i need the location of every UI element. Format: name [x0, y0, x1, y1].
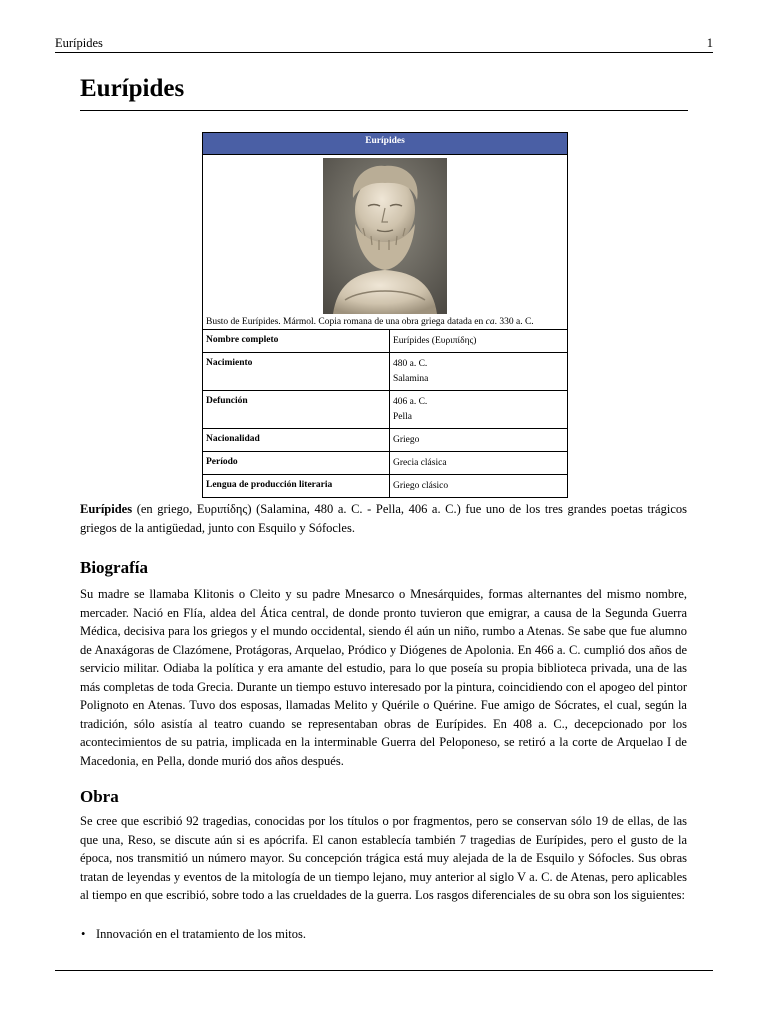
- value-line: Salamina: [393, 374, 429, 384]
- infobox-row-language: [203, 474, 567, 497]
- infobox-value: [390, 391, 567, 428]
- value-line: Griego: [393, 435, 420, 445]
- infobox-label: Defunción: [203, 391, 390, 428]
- value-line: 406 a. C.: [393, 397, 428, 407]
- caption-abbreviation: ca: [485, 317, 495, 327]
- infobox-value: [390, 330, 567, 352]
- running-title: Eurípides: [55, 36, 103, 50]
- intro-bold-name: Eurípides: [80, 502, 133, 516]
- infobox-row-death: [203, 390, 567, 428]
- infobox-row-full-name: [203, 329, 567, 352]
- infobox-label: Nacionalidad: [203, 429, 390, 451]
- page-number: 1: [706, 36, 713, 50]
- biografia-paragraph: Su madre se llamaba Klitonis o Cleito y su padre Mnesarco o Mnesárquides, formas alternantes del mismo nombre, mercader. Nació en Flía, aldea del Ática central, de donde pronto tuvieron que emigrar, a causa de la Segunda Guerra Médica, decisiva para los griegos y el mundo occidental, siendo él aún un niño, rumbo a Atenas. Se sabe que fue alumno de Anaxágoras de Clazómene, Protágoras, Arquelao, Pródico y Diógenes de Apolonia. En 466 a. C. cumplió dos años de servicio militar. Odiaba la política y era amante del estudio, para lo que poseía su propia biblioteca privada, una de las más completas de toda Grecia. Durante un tiempo estuvo interesado por la pintura, coincidiendo con el apogeo del pintor Polignoto en Atenas. Tuvo dos esposas, llamadas Melito y Quérile o Quérine. Fue amigo de Sócrates, el cual, según la tradición, sólo asistía al teatro cuando se representaban obras de Eurípides. En 408 a. C., decepcionado por los acontecimientos de su patria, implicada en la interminable Guerra del Peloponeso, se retiró a la corte de Arquelao I de Macedonia, en Pella, donde murió dos años después.: [80, 587, 687, 768]
- running-header: [55, 36, 713, 53]
- infobox-value: [390, 475, 567, 497]
- obra-bullet-list: [80, 925, 687, 944]
- value-line: Pella: [393, 412, 412, 422]
- image-caption: [203, 313, 567, 329]
- value-line: Grecia clásica: [393, 458, 447, 468]
- value-line: 480 a. C.: [393, 359, 428, 369]
- bust-image: [323, 158, 447, 314]
- infobox-row-nationality: [203, 428, 567, 451]
- infobox-value: [390, 452, 567, 474]
- infobox: [202, 132, 568, 498]
- infobox-row-birth: [203, 352, 567, 390]
- value-line: Griego clásico: [393, 481, 449, 491]
- infobox-label: Período: [203, 452, 390, 474]
- infobox-value: [390, 429, 567, 451]
- infobox-label: Lengua de producción literaria: [203, 475, 390, 497]
- value-line: Eurípides (Ευριπίδης): [393, 336, 477, 346]
- infobox-row-period: [203, 451, 567, 474]
- caption-text-start: Busto de Eurípides. Mármol. Copia romana de una obra griega datada en: [206, 317, 486, 327]
- infobox-label: Nombre completo: [203, 330, 390, 352]
- infobox-label: Nacimiento: [203, 353, 390, 390]
- obra-paragraph: Se cree que escribió 92 tragedias, conocidas por los títulos o por fragmentos, pero se conservan sólo 19 de ellas, de las que una, Reso, se discute aún si es apócrifa. El canon establecía también 7 tragedias de Eurípides, pero el gusto de la época, nos transmitió un número mayor. Su concepción trágica está muy alejada de la de Esquilo y Sófocles. Sus obras tratan de leyendas y eventos de la mitología de un tiempo lejano, muy anterior al siglo V a. C. de Atenas, pero aplicables al tiempo en que escribió, sobre todo a las crueldades de la guerra. Los rasgos diferenciales de su obra son los siguientes:: [80, 814, 687, 902]
- intro-paragraph: [80, 500, 687, 537]
- list-item: • Innovación en el tratamiento de los mitos.: [80, 925, 687, 944]
- heading-obra: Obra: [80, 787, 119, 806]
- page-title: Eurípides: [80, 72, 688, 111]
- infobox-value: [390, 353, 567, 390]
- caption-text-end: . 330 a. C.: [494, 317, 534, 327]
- intro-text: (en griego, Ευριπίδης) (Salamina, 480 a. C. - Pella, 406 a. C.) fue uno de los tres grandes poetas trágicos griegos de la antigüedad, junto con Esquilo y Sófocles.: [80, 502, 687, 535]
- footer-rule: [55, 970, 713, 971]
- infobox-image-cell: [203, 155, 567, 313]
- heading-biografia: Biografía: [80, 558, 148, 577]
- infobox-heading: Eurípides: [203, 133, 567, 155]
